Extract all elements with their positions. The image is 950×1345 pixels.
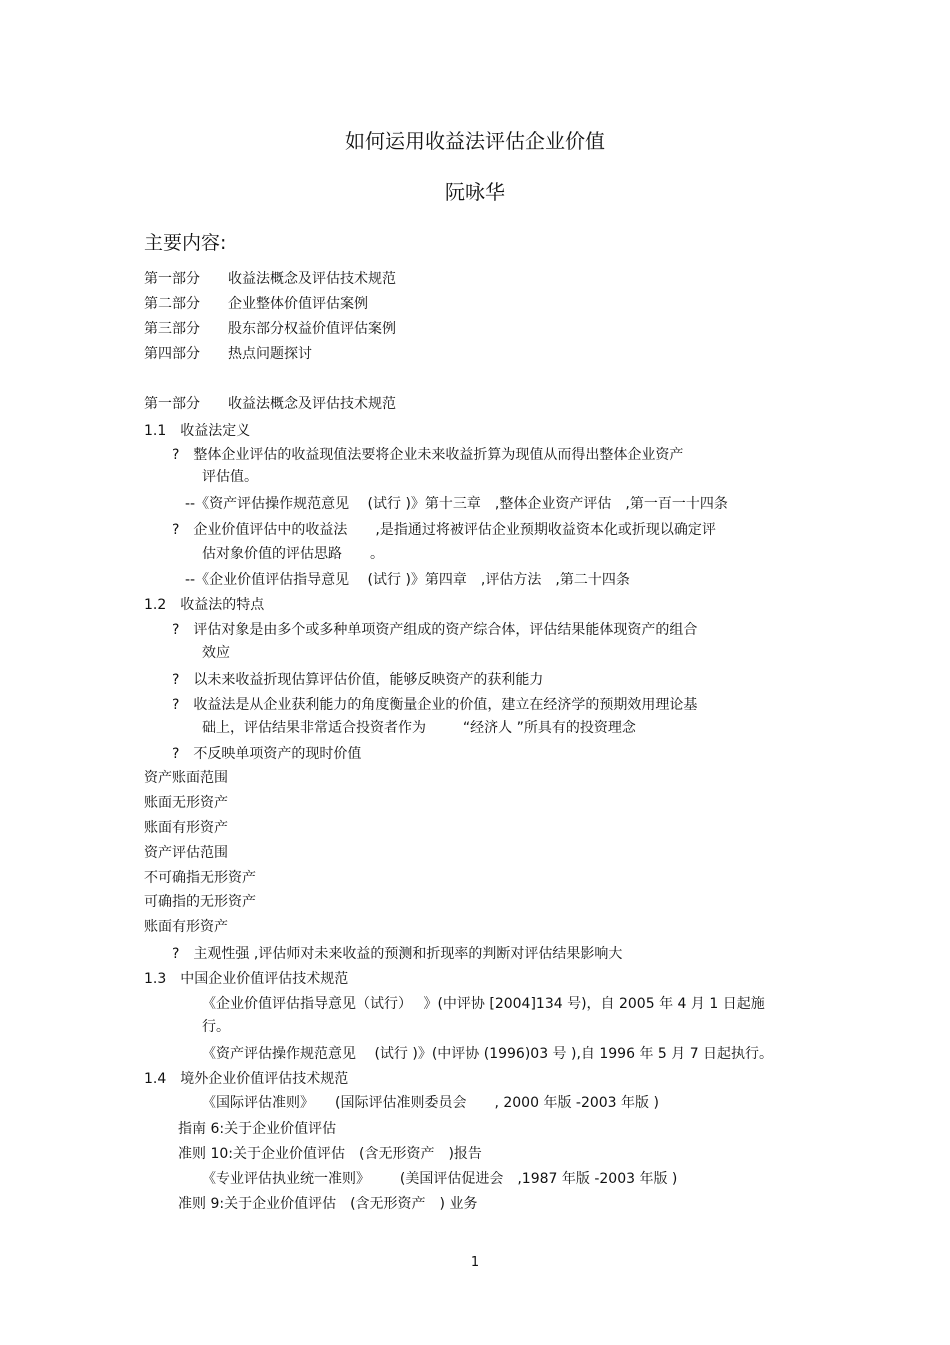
bullet-text: ? 不反映单项资产的现时价值 <box>172 746 362 762</box>
contents-heading: 主要内容: <box>144 232 227 254</box>
plain-line: 账面有形资产 <box>144 820 228 836</box>
bullet-text-cont: 评估值。 <box>202 469 258 485</box>
plain-line: 资产账面范围 <box>144 770 228 786</box>
reference-text: --《资产评估操作规范意见 (试行 )》第十三章 ,整体企业资产评估 ,第一百一十四条 <box>185 496 728 512</box>
bullet-text-cont: 础上，评估结果非常适合投资者作为 “经济人 ”所具有的投资理念 <box>202 720 636 736</box>
bullet-text: ? 整体企业评估的收益现值法要将企业未来收益折算为现值从而得出整体企业资产 <box>172 447 684 463</box>
reference-text: --《企业价值评估指导意见 (试行 )》第四章 ,评估方法 ,第二十四条 <box>185 572 630 588</box>
section-1-2-heading: 1.2 收益法的特点 <box>144 597 265 613</box>
plain-line: 资产评估范围 <box>144 845 228 861</box>
plain-line: 账面有形资产 <box>144 919 228 935</box>
standard-line: 准则 9:关于企业价值评估 (含无形资产 ) 业务 <box>178 1196 478 1212</box>
section-1-1-heading: 1.1 收益法定义 <box>144 423 251 439</box>
paragraph-text: 《企业价值评估指导意见（试行） 》(中评协 [2004]134 号)，自 2005 年 4 月 1 日起施 <box>202 996 765 1012</box>
standard-line: 《专业评估执业统一准则》 (美国评估促进会 ,1987 年版 -2003 年版 ) <box>202 1171 678 1187</box>
bullet-text: ? 企业价值评估中的收益法 ,是指通过将被评估企业预期收益资本化或折现以确定评 <box>172 522 716 538</box>
section-1-3-heading: 1.3 中国企业价值评估技术规范 <box>144 971 349 987</box>
paragraph-text: 《资产评估操作规范意见 (试行 )》(中评协 (1996)03 号 ),自 1996 年 5 月 7 日起执行。 <box>202 1046 774 1062</box>
plain-line: 可确指的无形资产 <box>144 894 256 910</box>
bullet-text-cont: 估对象价值的评估思路 。 <box>202 546 384 562</box>
plain-line: 账面无形资产 <box>144 795 228 811</box>
standard-line: 准则 10:关于企业价值评估 (含无形资产 )报告 <box>178 1146 482 1162</box>
toc-item: 第四部分 热点问题探讨 <box>144 346 312 362</box>
page-number: 1 <box>470 1255 480 1270</box>
document-title: 如何运用收益法评估企业价值 <box>345 129 605 153</box>
paragraph-text-cont: 行。 <box>202 1019 230 1035</box>
bullet-text: ? 主观性强 ,评估师对未来收益的预测和折现率的判断对评估结果影响大 <box>172 946 623 962</box>
bullet-text-cont: 效应 <box>202 645 230 661</box>
section-1-4-heading: 1.4 境外企业价值评估技术规范 <box>144 1071 349 1087</box>
toc-item: 第二部分 企业整体价值评估案例 <box>144 296 368 312</box>
plain-line: 不可确指无形资产 <box>144 870 256 886</box>
bullet-text: ? 评估对象是由多个或多种单项资产组成的资产综合体，评估结果能体现资产的组合 <box>172 622 698 638</box>
part1-heading: 第一部分 收益法概念及评估技术规范 <box>144 396 396 412</box>
bullet-text: ? 收益法是从企业获利能力的角度衡量企业的价值，建立在经济学的预期效用理论基 <box>172 697 698 713</box>
bullet-text: ? 以未来收益折现估算评估价值，能够反映资产的获利能力 <box>172 672 544 688</box>
author-name: 阮咏华 <box>445 180 505 204</box>
toc-item: 第一部分 收益法概念及评估技术规范 <box>144 271 396 287</box>
toc-item: 第三部分 股东部分权益价值评估案例 <box>144 321 396 337</box>
standard-line: 《国际评估准则》 (国际评估准则委员会 , 2000 年版 -2003 年版 ) <box>202 1095 659 1111</box>
standard-line: 指南 6:关于企业价值评估 <box>178 1121 337 1137</box>
